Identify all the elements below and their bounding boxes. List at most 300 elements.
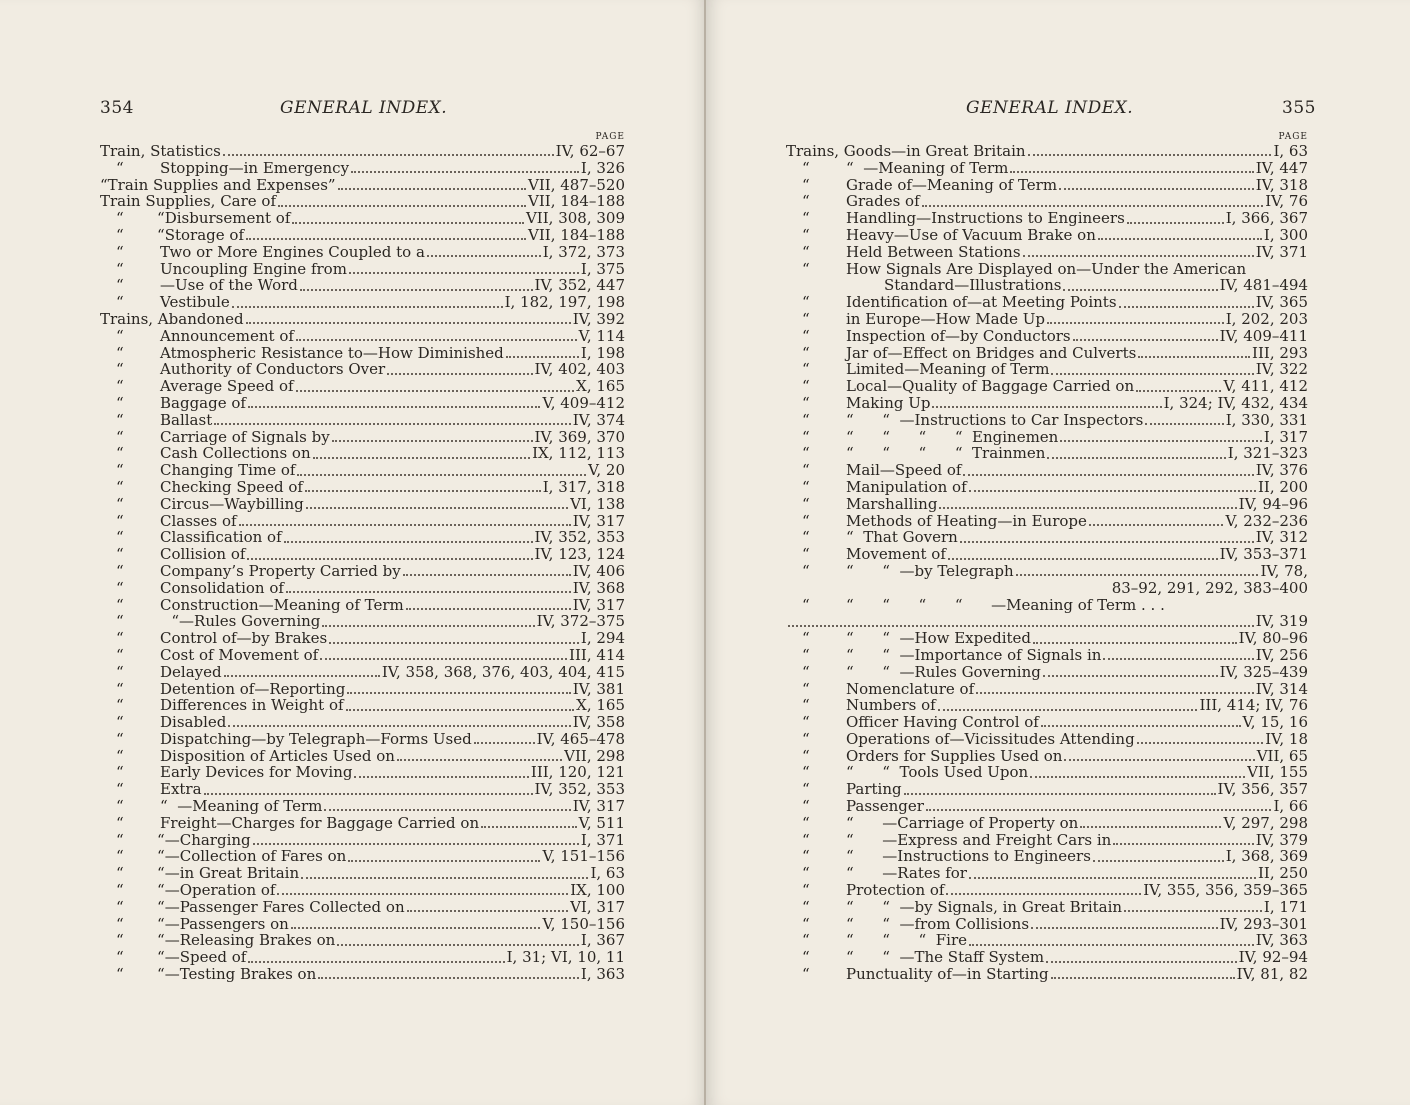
ditto-mark: “ <box>116 528 124 547</box>
page-reference: 83–92, 291, 292, 383–400 <box>1111 578 1308 597</box>
index-entry <box>786 513 1308 530</box>
dot-leader <box>248 406 541 408</box>
dot-leader <box>427 255 541 257</box>
ditto-mark: “ <box>802 461 810 480</box>
page-reference: I, 63 <box>1273 142 1308 160</box>
page-reference: V, 150–156 <box>542 914 625 933</box>
dot-leader <box>214 423 570 425</box>
page-reference: IV, 319 <box>1255 612 1308 631</box>
entry-text: Stopping—in Emergency <box>160 158 350 177</box>
dot-leader <box>948 558 1218 560</box>
index-entry <box>100 748 625 765</box>
dot-leader <box>338 188 526 190</box>
dot-leader <box>1046 961 1237 963</box>
ditto-mark: “ <box>802 561 810 580</box>
entry-text: —in Great Britain <box>164 864 300 883</box>
dot-leader <box>1073 339 1218 341</box>
entry-text: Freight—Charges for Baggage Carried on <box>160 813 480 832</box>
entry-text: “Train Supplies and Expenses” <box>100 175 336 194</box>
entry-text: “ “ “ “ —Meaning of Term . . . <box>846 595 1165 614</box>
page-reference: IV, 406 <box>572 561 625 580</box>
entry-text: Orders for Supplies Used on <box>846 746 1063 765</box>
index-entry <box>100 546 625 563</box>
dot-leader <box>932 406 1161 408</box>
index-entry <box>100 227 625 244</box>
index-entry <box>786 277 1308 294</box>
entry-text: “ “ —The Staff System <box>846 948 1045 967</box>
index-entry <box>100 294 625 311</box>
dot-leader <box>248 961 504 963</box>
dot-leader <box>939 507 1236 509</box>
page-reference: I, 202, 203 <box>1225 309 1308 328</box>
page-reference: III, 414 <box>569 645 625 664</box>
entry-text: Grade of—Meaning of Term <box>846 175 1058 194</box>
dot-leader <box>1113 843 1253 845</box>
dot-leader <box>286 591 571 593</box>
index-entry <box>786 328 1308 345</box>
entry-text: —Passengers on <box>164 914 289 933</box>
page-reference: IV, 371 <box>1255 242 1308 261</box>
index-entry <box>100 664 625 681</box>
ditto-mark: “ <box>802 713 810 732</box>
ditto-mark: “ <box>802 192 810 211</box>
page-reference: IV, 94–96 <box>1238 494 1308 513</box>
page-column-label: PAGE <box>595 132 625 142</box>
entry-text: Circus—Waybilling <box>160 494 304 513</box>
running-head: GENERAL INDEX. <box>966 98 1134 118</box>
ditto-mark: “ <box>116 293 124 312</box>
page-reference: IX, 112, 113 <box>532 444 625 463</box>
entry-text: “ “ “ Fire <box>846 931 968 950</box>
ditto-mark: “ <box>802 965 810 984</box>
dot-leader <box>320 658 567 660</box>
dot-leader <box>1064 759 1254 761</box>
entry-text: Limited—Meaning of Term <box>846 360 1050 379</box>
dot-leader <box>1047 322 1224 324</box>
entry-text: Cost of Movement of <box>160 645 319 664</box>
ditto-mark: “ <box>802 444 810 463</box>
page-reference: V, 15, 16 <box>1242 713 1308 732</box>
page-reference: IV, 256 <box>1255 645 1308 664</box>
dot-leader <box>1138 356 1250 358</box>
entry-text: —Releasing Brakes on <box>164 931 336 950</box>
entry-text: Punctuality of—in Starting <box>846 965 1049 984</box>
page-reference: VII, 65 <box>1256 746 1308 765</box>
ditto-mark: “ <box>116 813 124 832</box>
page-reference: VII, 184–188 <box>528 192 625 211</box>
index-entry <box>100 261 625 278</box>
dot-leader <box>904 793 1216 795</box>
entry-text: Cash Collections on <box>160 444 311 463</box>
page-reference: IV, 317 <box>572 511 625 530</box>
entry-text: Officer Having Control of <box>846 713 1039 732</box>
dot-leader <box>1028 154 1272 156</box>
page-reference: I, 317, 318 <box>542 477 625 496</box>
ditto-mark: “ <box>116 797 124 816</box>
ditto-mark: “ <box>116 326 124 345</box>
ditto-mark: “ <box>802 696 810 715</box>
page-reference: IV, 352, 353 <box>534 528 625 547</box>
entry-text: Checking Speed of <box>160 477 303 496</box>
page-reference: I, 198 <box>580 343 625 362</box>
entry-text: Train, Statistics <box>100 142 221 160</box>
index-entry <box>100 966 625 983</box>
entry-text: —Charging <box>164 830 251 849</box>
index-entry <box>786 529 1308 546</box>
page-reference: I, 317 <box>1263 427 1308 446</box>
entry-text: Consolidation of <box>160 578 284 597</box>
page-reference: I, 326 <box>580 158 625 177</box>
page-reference: V, 297, 298 <box>1223 813 1308 832</box>
entry-text: Dispatching—by Telegraph—Forms Used <box>160 729 472 748</box>
page-reference: IV, 62–67 <box>555 142 625 160</box>
page-reference: IV, 352, 353 <box>534 780 625 799</box>
page-reference: I, 368, 369 <box>1225 847 1308 866</box>
page-reference: IV, 76 <box>1265 192 1308 211</box>
dot-leader <box>204 793 533 795</box>
ditto-mark: “ <box>802 410 810 429</box>
ditto-mark: “ <box>116 545 124 564</box>
entry-text: Disbursement of <box>164 209 291 228</box>
index-entry <box>786 345 1308 362</box>
ditto-mark: “ <box>802 864 810 883</box>
dot-leader <box>324 809 570 811</box>
ditto-mark: “ <box>116 494 124 513</box>
dot-leader <box>1089 524 1224 526</box>
page-reference: IV, 318 <box>1255 175 1308 194</box>
index-entry <box>100 882 625 899</box>
page-reference: V, 511 <box>578 813 625 832</box>
page-reference: III, 120, 121 <box>530 763 625 782</box>
page-reference: IV, 409–411 <box>1219 326 1308 345</box>
index-entry <box>786 949 1308 966</box>
dot-leader <box>406 608 571 610</box>
ditto-mark: “ <box>116 276 124 295</box>
page-reference: IV, 447 <box>1255 158 1308 177</box>
ditto-mark: “ <box>116 444 124 463</box>
index-entry <box>786 630 1308 647</box>
right-page <box>706 0 1410 1105</box>
dot-leader <box>223 154 554 156</box>
ditto-mark: “ <box>116 377 124 396</box>
dot-leader <box>1030 776 1245 778</box>
page-reference: IV, 317 <box>572 797 625 816</box>
ditto-mark: “ <box>116 461 124 480</box>
dot-leader <box>246 238 526 240</box>
page-reference: IV, 356, 357 <box>1217 780 1308 799</box>
index-entry <box>100 177 625 194</box>
ditto-mark: “ <box>802 797 810 816</box>
ditto-mark: “ <box>802 645 810 664</box>
ditto-mark: “ <box>802 662 810 681</box>
index-entry <box>100 580 625 597</box>
ditto-mark: “ <box>116 578 124 597</box>
dot-leader <box>332 440 533 442</box>
index-entry <box>786 177 1308 194</box>
dot-leader <box>354 776 528 778</box>
page-reference: VII, 308, 309 <box>525 209 625 228</box>
entry-text: “ “ —How Expedited <box>846 629 1031 648</box>
index-entry <box>786 143 1308 160</box>
entry-text: “ “ “ “ Enginemen <box>846 427 1059 446</box>
index-entry <box>100 361 625 378</box>
page-reference: I, 366, 367 <box>1225 209 1308 228</box>
dot-leader <box>969 490 1256 492</box>
page-reference: VII, 298 <box>564 746 625 765</box>
ditto-mark: “ <box>802 528 810 547</box>
ditto-mark: “ <box>802 293 810 312</box>
dot-leader <box>1033 642 1237 644</box>
page-reference: IV, 374 <box>572 410 625 429</box>
dot-leader <box>969 944 1254 946</box>
ditto-mark: “ <box>802 225 810 244</box>
dot-leader <box>1080 826 1221 828</box>
index-entry <box>786 932 1308 949</box>
ditto-mark: “ “ <box>116 881 165 900</box>
dot-leader <box>247 558 532 560</box>
index-entry <box>100 563 625 580</box>
ditto-mark: “ <box>802 881 810 900</box>
ditto-mark: “ <box>802 477 810 496</box>
page-reference: VI, 138 <box>570 494 625 513</box>
index-entry <box>100 529 625 546</box>
page-reference: I, 372, 373 <box>542 242 625 261</box>
dot-leader <box>347 692 570 694</box>
page-reference: IV, 322 <box>1255 360 1308 379</box>
entry-text: “ —Instructions to Engineers <box>846 847 1091 866</box>
entry-text: Average Speed of <box>160 377 294 396</box>
index-entry <box>786 899 1308 916</box>
ditto-mark: “ <box>116 343 124 362</box>
ditto-mark: “ <box>802 360 810 379</box>
entry-text: Uncoupling Engine from <box>160 259 347 278</box>
dot-leader <box>1051 373 1253 375</box>
dot-leader <box>306 507 568 509</box>
ditto-mark: “ <box>802 343 810 362</box>
dot-leader <box>922 205 1264 207</box>
page-reference: IV, 325–439 <box>1219 662 1308 681</box>
ditto-mark: “ <box>802 931 810 950</box>
page-reference: IV, 92–94 <box>1238 948 1308 967</box>
entry-text: Handling—Instructions to Engineers <box>846 209 1125 228</box>
page-reference: I, 371 <box>580 830 625 849</box>
page-reference: IV, 293–301 <box>1219 914 1308 933</box>
entry-text: Standard—Illustrations <box>884 276 1062 295</box>
index-entry <box>786 647 1308 664</box>
entry-text: Trains, Abandoned <box>100 309 244 328</box>
entry-text: “ That Govern <box>846 528 958 547</box>
dot-leader <box>481 826 576 828</box>
page-reference: I, 363 <box>580 965 625 984</box>
dot-leader <box>296 339 577 341</box>
entry-text: Nomenclature of <box>846 679 975 698</box>
dot-leader <box>253 843 579 845</box>
index-entry <box>786 261 1308 278</box>
index-entry <box>100 949 625 966</box>
entry-text: Marshalling <box>846 494 938 513</box>
ditto-mark: “ <box>116 645 124 664</box>
page-reference: V, 151–156 <box>542 847 625 866</box>
dot-leader <box>1093 860 1224 862</box>
index-entry <box>786 429 1308 446</box>
index-entry <box>786 781 1308 798</box>
entry-text: “ “ —Importance of Signals in <box>846 645 1102 664</box>
ditto-mark: “ <box>116 477 124 496</box>
index-entry <box>786 193 1308 210</box>
page-reference: I, 182, 197, 198 <box>504 293 625 312</box>
ditto-mark: “ <box>802 595 810 614</box>
ditto-mark: “ <box>116 763 124 782</box>
ditto-mark: “ <box>802 948 810 967</box>
ditto-mark: “ <box>802 259 810 278</box>
dot-leader <box>1103 658 1253 660</box>
entry-text: Differences in Weight of <box>160 696 344 715</box>
dot-leader <box>1063 289 1217 291</box>
ditto-mark: “ “ <box>116 225 165 244</box>
dot-leader <box>1047 457 1225 459</box>
index-entry <box>100 916 625 933</box>
entry-text: Inspection of—by Conductors <box>846 326 1071 345</box>
dot-leader <box>1043 675 1218 677</box>
dot-leader <box>407 910 568 912</box>
entry-text: Held Between Stations <box>846 242 1021 261</box>
page-reference: IV, 123, 124 <box>534 545 625 564</box>
page-reference: IV, 465–478 <box>536 729 625 748</box>
entry-text: “ —Carriage of Property on <box>846 813 1079 832</box>
page-reference: IV, 402, 403 <box>534 360 625 379</box>
ditto-mark: “ <box>802 175 810 194</box>
page-number: 354 <box>100 98 134 118</box>
ditto-mark: “ <box>116 746 124 765</box>
ditto-mark: “ <box>116 561 124 580</box>
dot-leader <box>1041 725 1241 727</box>
page-reference: IV, 379 <box>1255 830 1308 849</box>
index-entry <box>786 664 1308 681</box>
entry-text: “ “ —by Telegraph <box>846 561 1014 580</box>
dot-leader <box>1010 171 1253 173</box>
dot-leader <box>224 675 380 677</box>
index-entry <box>100 697 625 714</box>
index-entry <box>100 899 625 916</box>
entry-text: How Signals Are Displayed on—Under the American <box>846 259 1247 278</box>
index-entry <box>786 311 1308 328</box>
entry-text: “ —Meaning of Term <box>846 158 1009 177</box>
index-entry <box>786 597 1308 614</box>
entry-text: —Rules Governing <box>179 612 321 631</box>
index-entry <box>100 244 625 261</box>
index-entry <box>100 798 625 815</box>
ditto-mark: “ “ <box>116 847 165 866</box>
page-reference: IV, 312 <box>1255 528 1308 547</box>
entry-text: Ballast <box>160 410 213 429</box>
dot-leader <box>397 759 562 761</box>
page-reference: I, 171 <box>1263 897 1308 916</box>
ditto-mark: “ “ <box>116 914 165 933</box>
page-reference: IV, 314 <box>1255 679 1308 698</box>
ditto-mark: “ “ <box>116 612 180 631</box>
dot-leader <box>351 171 579 173</box>
entry-text: Manipulation of <box>846 477 967 496</box>
dot-leader <box>963 474 1253 476</box>
entry-text: Early Devices for Moving <box>160 763 353 782</box>
index-entry <box>100 630 625 647</box>
entry-text: Storage of <box>164 225 244 244</box>
ditto-mark: “ “ <box>116 965 165 984</box>
entry-text: “ “ —by Signals, in Great Britain <box>846 897 1123 916</box>
entry-text: Delayed <box>160 662 222 681</box>
index-entry <box>100 412 625 429</box>
dot-leader <box>403 574 571 576</box>
page-reference: X, 165 <box>576 696 625 715</box>
entry-text: in Europe—How Made Up <box>846 309 1046 328</box>
page-reference: V, 232–236 <box>1225 511 1308 530</box>
page-column-label: PAGE <box>1278 132 1308 142</box>
index-entry <box>100 681 625 698</box>
page-reference: VII, 184–188 <box>528 225 625 244</box>
entry-text: Disposition of Articles Used on <box>160 746 395 765</box>
index-entry <box>100 193 625 210</box>
ditto-mark: “ <box>116 242 124 261</box>
ditto-mark: “ <box>116 511 124 530</box>
dot-leader <box>1145 423 1223 425</box>
index-entry <box>786 395 1308 412</box>
entry-text: “ —Express and Freight Cars in <box>846 830 1112 849</box>
index-entry <box>786 714 1308 731</box>
page-reference: V, 20 <box>588 461 625 480</box>
dot-leader <box>232 306 503 308</box>
dot-leader <box>1060 440 1262 442</box>
entry-text: Protection of <box>846 881 945 900</box>
index-entry <box>786 546 1308 563</box>
dot-leader <box>228 725 570 727</box>
index-entry <box>100 714 625 731</box>
entry-text: Extra <box>160 780 202 799</box>
dot-leader <box>1119 306 1254 308</box>
ditto-mark: “ <box>116 410 124 429</box>
index-entry <box>100 345 625 362</box>
entry-text: “ —Meaning of Term <box>160 797 323 816</box>
ditto-mark: “ <box>802 377 810 396</box>
page-reference: IV, 358, 368, 376, 403, 404, 415 <box>381 662 625 681</box>
dot-leader <box>349 272 579 274</box>
right-index-entries <box>786 132 1308 983</box>
index-entry <box>786 882 1308 899</box>
dot-leader <box>960 541 1254 543</box>
dot-leader <box>292 222 524 224</box>
ditto-mark: “ <box>802 914 810 933</box>
index-entry <box>100 832 625 849</box>
index-entry <box>100 277 625 294</box>
ditto-mark: “ “ <box>116 209 165 228</box>
index-entry <box>786 160 1308 177</box>
entry-text: Collision of <box>160 545 246 564</box>
dot-leader <box>1031 927 1218 929</box>
ditto-mark: “ <box>116 595 124 614</box>
entry-text: Trains, Goods—in Great Britain <box>786 142 1026 160</box>
entry-text: “ “ Tools Used Upon <box>846 763 1029 782</box>
dot-leader <box>329 642 579 644</box>
page-reference: IV, 78, <box>1260 561 1308 580</box>
entry-text: “ “ —from Collisions <box>846 914 1030 933</box>
index-entry <box>100 496 625 513</box>
entry-text: Methods of Heating—in Europe <box>846 511 1087 530</box>
page-reference: I, 63 <box>590 864 625 883</box>
dot-leader <box>969 877 1256 879</box>
dot-leader <box>946 893 1141 895</box>
page-number: 355 <box>1282 98 1316 118</box>
index-entry <box>100 160 625 177</box>
index-entry <box>100 781 625 798</box>
